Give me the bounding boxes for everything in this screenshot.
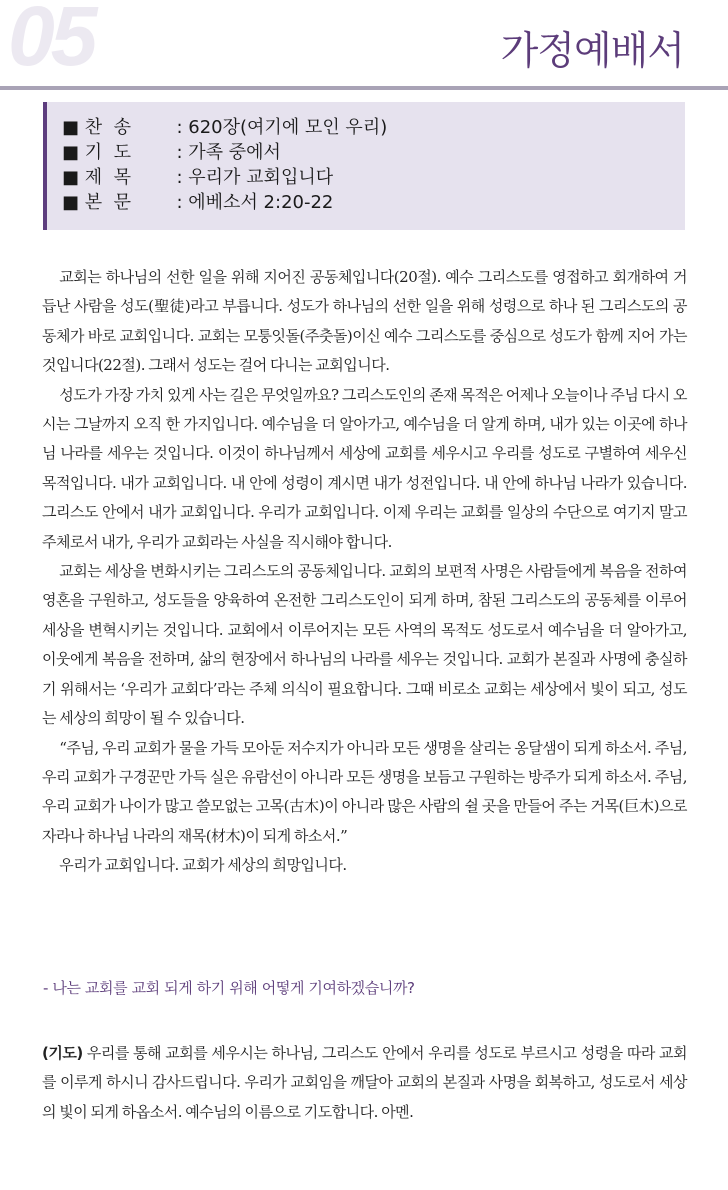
prayer-leader-row: [62, 140, 685, 165]
reflection-question: - 나는 교회를 교회 되게 하기 위해 어떻게 기여하겠습니까?: [43, 979, 415, 997]
title-row: [62, 165, 685, 190]
square-bullet-icon: ■: [62, 167, 80, 188]
closing-prayer: [42, 1039, 687, 1127]
body-paragraph: 우리가 교회입니다. 교회가 세상의 희망입니다.: [59, 856, 347, 875]
title-value: 우리가 교회입니다: [188, 167, 334, 188]
separator: :: [176, 167, 189, 188]
title-divider: [0, 86, 728, 90]
hymn-value: 620장(여기에 모인 우리): [188, 117, 388, 138]
scripture-row: [62, 190, 685, 215]
square-bullet-icon: ■: [62, 192, 80, 213]
square-bullet-icon: ■: [62, 142, 80, 163]
body-paragraph: 교회는 하나님의 선한 일을 위해 지어진 공동체입니다(20절). 예수 그리스도를 영접하고 회개하여 거듭난 사람을 성도(聖徒)라고 부릅니다. 성도가 하나님의 선한 일을 위해 성령으로 하나 된 그리스도의 공동체가 바로 교회입니다. 교회는 모퉁잇돌(주춧돌)이신 예수 그리스도를 중심으로 성도가 함께 지어 가는 것입니다(22절). 그래서 성도는 걸어 다니는 교회입니다.: [42, 268, 687, 375]
separator: :: [176, 192, 189, 213]
hymn-row: [62, 115, 685, 140]
sermon-body: [42, 263, 687, 881]
section-title: 가정예배서: [500, 29, 684, 74]
scripture-value: 에베소서 2:20-22: [188, 192, 334, 213]
prayer-leader-value: 가족 중에서: [188, 142, 281, 163]
scripture-label: 본 문: [84, 192, 131, 213]
prayer-leader-label: 기 도: [84, 142, 131, 163]
body-paragraph: 교회는 세상을 변화시키는 그리스도의 공동체입니다. 교회의 보편적 사명은 사람들에게 복음을 전하여 영혼을 구원하고, 성도들을 양육하여 온전한 그리스도인이 되게 하며, 참된 그리스도의 공동체를 이루어 세상을 변혁시키는 것입니다. 교회에서 이루어지는 모든 사역의 목적도 성도로서 예수님을 더 알아가고, 이웃에게 복음을 전하며, 삶의 현장에서 하나님의 나라를 세우는 것입니다. 교회가 본질과 사명에 충실하기 위해서는 ‘우리가 교회다’라는 주체 의식이 필요합니다. 그때 비로소 교회는 세상에서 빛이 되고, 성도는 세상의 희망이 될 수 있습니다.: [42, 562, 687, 728]
prayer-text: 우리를 통해 교회를 세우시는 하나님, 그리스도 안에서 우리를 성도로 부르시고 성령을 따라 교회를 이루게 하시니 감사드립니다. 우리가 교회임을 깨달아 교회의 본질과 사명을 회복하고, 성도로서 세상의 빛이 되게 하옵소서. 예수님의 이름으로 기도합니다. 아멘.: [42, 1044, 687, 1121]
separator: :: [176, 117, 189, 138]
prayer-label: (기도): [42, 1044, 83, 1062]
worship-info-box: [43, 102, 685, 230]
hymn-label: 찬 송: [84, 117, 131, 138]
body-paragraph: “주님, 우리 교회가 물을 가득 모아둔 저수지가 아니라 모든 생명을 살리는 옹달샘이 되게 하소서. 주님, 우리 교회가 구경꾼만 가득 실은 유람선이 아니라 모든 생명을 보듬고 구원하는 방주가 되게 하소서. 주님, 우리 교회가 나이가 많고 쓸모없는 고목(古木)이 아니라 많은 사람의 쉴 곳을 만들어 주는 거목(巨木)으로 자라나 하나님 나라의 재목(材木)이 되게 하소서.”: [42, 738, 687, 845]
separator: :: [176, 142, 189, 163]
square-bullet-icon: ■: [62, 117, 80, 138]
body-paragraph: 성도가 가장 가치 있게 사는 길은 무엇일까요? 그리스도인의 존재 목적은 어제나 오늘이나 주님 다시 오시는 그날까지 오직 한 가지입니다. 예수님을 더 알아가고, 예수님을 더 알게 하며, 내가 있는 이곳에 하나님 나라를 세우는 것입니다. 이것이 하나님께서 세상에 교회를 세우시고 우리를 성도로 구별하여 세우신 목적입니다. 내가 교회입니다. 내 안에 성령이 계시면 내가 성전입니다. 내 안에 하나님 나라가 있습니다. 그리스도 안에서 내가 교회입니다. 우리가 교회입니다. 이제 우리는 교회를 일상의 수단으로 여기지 말고 주체로서 내가, 우리가 교회라는 사실을 직시해야 합니다.: [42, 385, 687, 551]
page-number: 05: [8, 0, 94, 83]
title-label: 제 목: [84, 167, 131, 188]
